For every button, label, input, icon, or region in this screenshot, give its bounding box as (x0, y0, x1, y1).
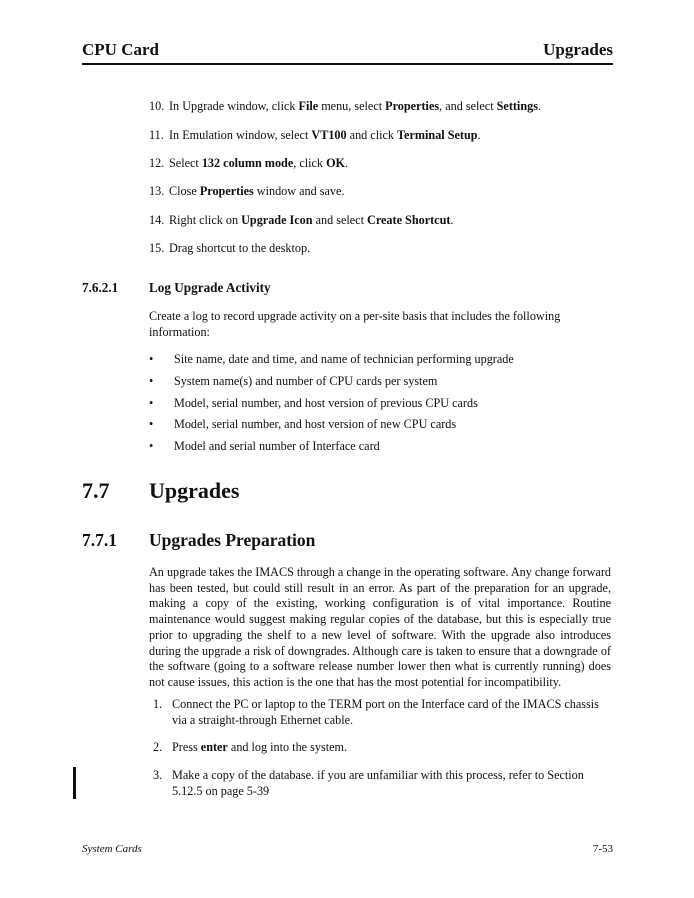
subsection-number: 7.7.1 (82, 530, 117, 550)
step-text: and select (312, 213, 368, 227)
bullet-text: Model, serial number, and host version of previous CPU cards (174, 396, 478, 410)
step-text: . (537, 99, 541, 113)
step-number: 13. (149, 184, 165, 198)
step-text: Close (169, 184, 200, 198)
step-text (172, 768, 611, 799)
step-number: 1. (153, 697, 163, 711)
body-paragraph: An upgrade takes the IMACS through a change in the operating software. Any change forward has been tested, but could still result in an error. As part of the preparation for an upgrade, making a copy of the existing, working configuration is of vital importance. Routine maintenance would suggest making regular copies of the database, but this is especially true prior to upgrading the shelf to a new level of software. With the upgrade also introduces during the upgrade a risk of downgrades. Although care is taken to ensure that a downgrade of the software (going to a software release number lower then what is currently running) does not cause issues, this action is the one that has the most potential for incompatibility. (149, 565, 611, 689)
step-number: 3. (153, 768, 163, 782)
step-text: . (477, 128, 481, 142)
bullet-text: Site name, date and time, and name of technician performing upgrade (174, 352, 514, 366)
step-text-part: Make a copy of the database. if you are unfamiliar with this process, refer to Section 5.12.5 on page 5-39 (172, 768, 584, 798)
step-number: 2. (153, 740, 163, 754)
footer-page-number: 7-53 (592, 843, 613, 855)
subsection-title: Log Upgrade Activity (149, 280, 271, 295)
step-number: 15. (149, 241, 165, 255)
step-15 (149, 240, 619, 256)
header-section-title: Upgrades (543, 40, 613, 59)
step-text: menu, select (318, 99, 386, 113)
numbered-step-1 (149, 697, 611, 728)
header-chapter-title: CPU Card (82, 40, 159, 59)
numbered-step-2 (149, 740, 611, 756)
step-text (172, 740, 611, 756)
list-item (149, 351, 514, 367)
step-text: In Upgrade window, click (169, 99, 299, 113)
step-text: , click (293, 156, 327, 170)
step-bold: Properties (199, 184, 254, 198)
bullet-glyph: • (149, 374, 154, 388)
step-bold: Terminal Setup (397, 128, 478, 142)
step-11 (149, 127, 619, 143)
bullet-text: System name(s) and number of CPU cards per system (174, 374, 438, 388)
list-item (149, 373, 437, 389)
step-text: window and save. (253, 184, 345, 198)
step-bold: Properties (385, 99, 440, 113)
subsection-intro: Create a log to record upgrade activity on a per-site basis that includes the following information: (149, 309, 561, 339)
step-number: 11. (149, 128, 164, 142)
step-bold: Create Shortcut (367, 213, 451, 227)
step-text: Select (169, 156, 202, 170)
bullet-text: Model and serial number of Interface card (174, 439, 380, 453)
step-text (172, 697, 611, 728)
step-text: Right click on (169, 213, 242, 227)
step-bold: VT100 (311, 128, 347, 142)
bullet-text: Model, serial number, and host version of new CPU cards (174, 417, 457, 431)
list-item (149, 416, 456, 432)
step-13 (149, 183, 619, 199)
numbered-step-3 (149, 768, 611, 799)
bullet-glyph: • (149, 352, 154, 366)
step-10 (149, 98, 619, 114)
subsection-number: 7.6.2.1 (82, 280, 119, 295)
bullet-glyph: • (149, 396, 154, 410)
step-number: 12. (149, 156, 165, 170)
step-text: . (450, 213, 454, 227)
step-text: . (345, 156, 349, 170)
step-bold: File (298, 99, 319, 113)
change-bar (73, 767, 76, 799)
bullet-glyph: • (149, 439, 154, 453)
step-bold: enter (200, 740, 228, 754)
step-number: 14. (149, 213, 165, 227)
step-12 (149, 155, 619, 171)
step-text: In Emulation window, select (169, 128, 312, 142)
step-14 (149, 212, 619, 228)
step-bold: Upgrade Icon (241, 213, 313, 227)
section-title: Upgrades (149, 478, 240, 503)
bullet-glyph: • (149, 417, 154, 431)
step-bold: OK (326, 156, 346, 170)
step-text-part: Connect the PC or laptop to the TERM port on the Interface card of the IMACS chassis via a straight-through Ethernet cable. (172, 697, 599, 727)
step-text: Drag shortcut to the desktop. (169, 241, 311, 255)
step-bold: 132 column mode (201, 156, 294, 170)
header-rule (82, 63, 613, 65)
subsection-title: Upgrades Preparation (149, 530, 316, 550)
section-number: 7.7 (82, 478, 110, 503)
step-bold: Settings (496, 99, 538, 113)
step-text-part: and log into the system. (227, 740, 348, 754)
list-item (149, 438, 380, 454)
step-text-part: Press (172, 740, 201, 754)
footer-book-title: System Cards (82, 843, 142, 855)
step-text: , and select (439, 99, 497, 113)
step-text: and click (346, 128, 398, 142)
step-number: 10. (149, 99, 165, 113)
list-item (149, 395, 478, 411)
